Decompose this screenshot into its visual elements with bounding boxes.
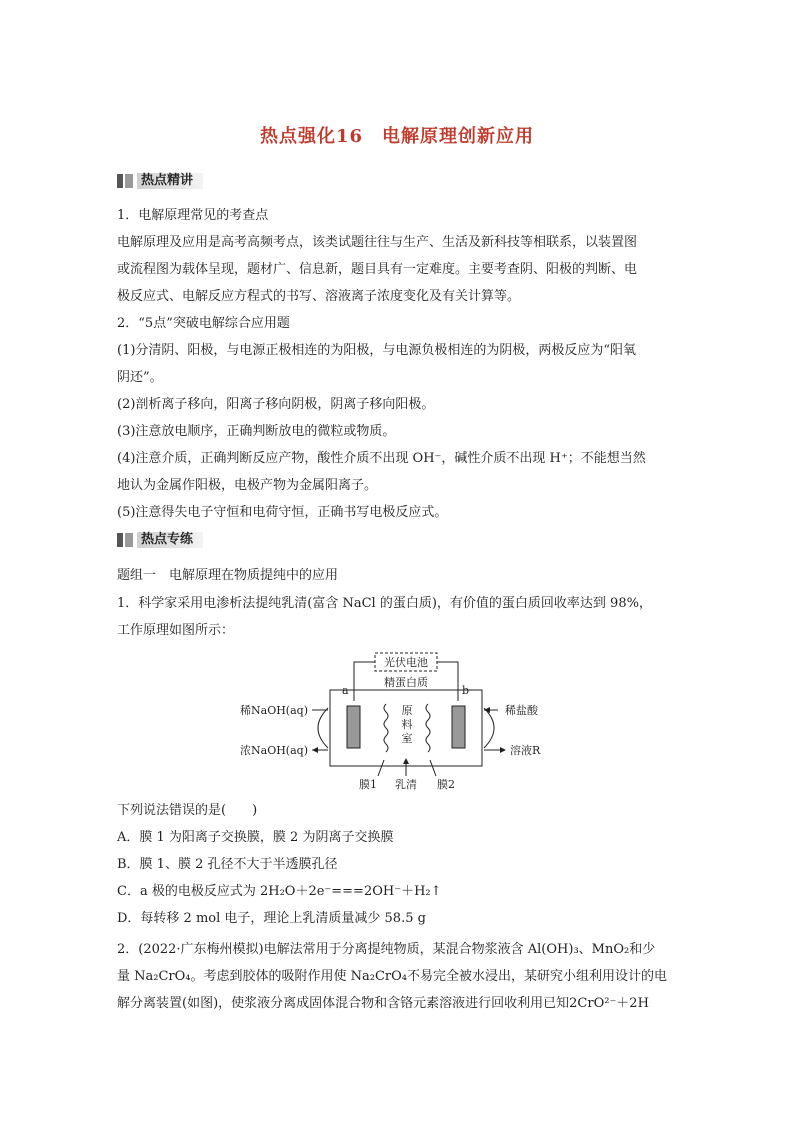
- electrode-b-label: b: [462, 684, 470, 697]
- electrodialysis-diagram: [240, 648, 550, 792]
- electrode-a-label: a: [342, 684, 349, 697]
- text-line: (1)分清阴、阳极，与电源正极相连的为阳极，与电源负极相连的为阴极，两极反应为“阳氧: [117, 343, 637, 358]
- room-label-3: 室: [401, 732, 413, 745]
- membrane-1: [384, 704, 388, 752]
- left-in-label: 稀NaOH(aq): [240, 704, 308, 717]
- question-ask: 下列说法错误的是( ): [117, 803, 258, 818]
- section-header-hot-topics: [117, 172, 203, 190]
- whey-label: 乳清: [395, 778, 417, 791]
- text-line: (3)注意放电顺序，正确判断放电的微粒或物质。: [117, 424, 396, 439]
- battery-label: 光伏电池: [384, 656, 428, 669]
- text-line: 阴还”。: [117, 370, 163, 385]
- membrane-1-label: 膜1: [359, 778, 377, 791]
- text-line: 或流程图为载体呈现，题材广、信息新，题目具有一定难度。主要考查阴、阳极的判断、电: [117, 262, 638, 277]
- left-flow: [318, 708, 328, 748]
- room-label-1: 原: [401, 704, 413, 717]
- whey-inlet-arrowhead: [403, 758, 409, 764]
- electrode-b: [452, 706, 465, 748]
- membrane-2-pointer: [430, 760, 436, 776]
- left-out-label: 浓NaOH(aq): [240, 744, 308, 757]
- wire-left: [354, 662, 375, 701]
- section-label: 热点专练: [137, 532, 203, 548]
- option-b: B．膜 1、膜 2 孔径不大于半透膜孔径: [117, 857, 338, 872]
- option-c: C．a 极的电极反应式为 2H₂O＋2e⁻===2OH⁻＋H₂↑: [117, 884, 442, 899]
- right-out-label: 溶液R: [510, 744, 541, 757]
- text-line: 电解原理及应用是高考高频考点，该类试题往往与生产、生活及新科技等相联系，以装置图: [117, 235, 638, 250]
- text-line: (2)剖析离子移向，阳离子移向阴极，阴离子移向阳极。: [117, 397, 435, 412]
- question-stem: 工作原理如图所示：: [117, 623, 235, 638]
- wire-right: [437, 662, 458, 701]
- text-line: 地认为金属作阳极，电极产物为金属阳离子。: [117, 478, 378, 493]
- right-in-label: 稀盐酸: [505, 704, 538, 717]
- option-d: D．每转移 2 mol 电子，理论上乳清质量减少 58.5 g: [117, 911, 426, 926]
- room-label-2: 料: [401, 718, 413, 731]
- page-title: 热点强化16 电解原理创新应用: [259, 126, 535, 147]
- section-marker-icon: [117, 174, 133, 188]
- left-out-arrowhead: [312, 747, 318, 753]
- text-line: (4)注意介质，正确判断反应产物，酸性介质不出现 OH⁻，碱性介质不出现 H⁺；不能想当然: [117, 451, 646, 466]
- protein-label: 精蛋白质: [384, 676, 428, 689]
- text-line: (5)注意得失电子守恒和电荷守恒，正确书写电极反应式。: [117, 505, 448, 520]
- electrode-a: [347, 706, 360, 748]
- section-label: 热点精讲: [137, 173, 203, 189]
- option-a: A．膜 1 为阳离子交换膜，膜 2 为阴离子交换膜: [117, 830, 394, 845]
- membrane-1-pointer: [378, 760, 384, 776]
- text-line: 2．“5点”突破电解综合应用题: [117, 316, 290, 331]
- right-out-arrowhead: [500, 747, 506, 753]
- right-in-arrowhead: [484, 707, 490, 713]
- section-header-practice: [117, 531, 203, 549]
- question-2-line: 解分离装置(如图)，使浆液分离成固体混合物和含铬元素溶液进行回收利用已知2CrO²⁻＋2H: [117, 996, 649, 1011]
- text-line: 极反应式、电解反应方程式的书写、溶液离子浓度变化及有关计算等。: [117, 289, 521, 304]
- question-2-line: 2．(2022·广东梅州模拟)电解法常用于分离提纯物质，某混合物浆液含 Al(OH)₃、MnO₂和少: [117, 942, 656, 957]
- section-marker-icon: [117, 533, 133, 547]
- question-group-title: 题组一 电解原理在物质提纯中的应用: [117, 568, 339, 583]
- question-2-line: 量 Na₂CrO₄。考虑到胶体的吸附作用使 Na₂CrO₄不易完全被水浸出，某研究小组利用设计的电: [117, 969, 667, 984]
- right-flow: [484, 708, 494, 748]
- question-stem: 1．科学家采用电渗析法提纯乳清(富含 NaCl 的蛋白质)，有价值的蛋白质回收率达到 98%，: [117, 596, 652, 611]
- text-line: 1．电解原理常见的考查点: [117, 208, 269, 223]
- membrane-2: [426, 704, 430, 752]
- membrane-2-label: 膜2: [437, 778, 455, 791]
